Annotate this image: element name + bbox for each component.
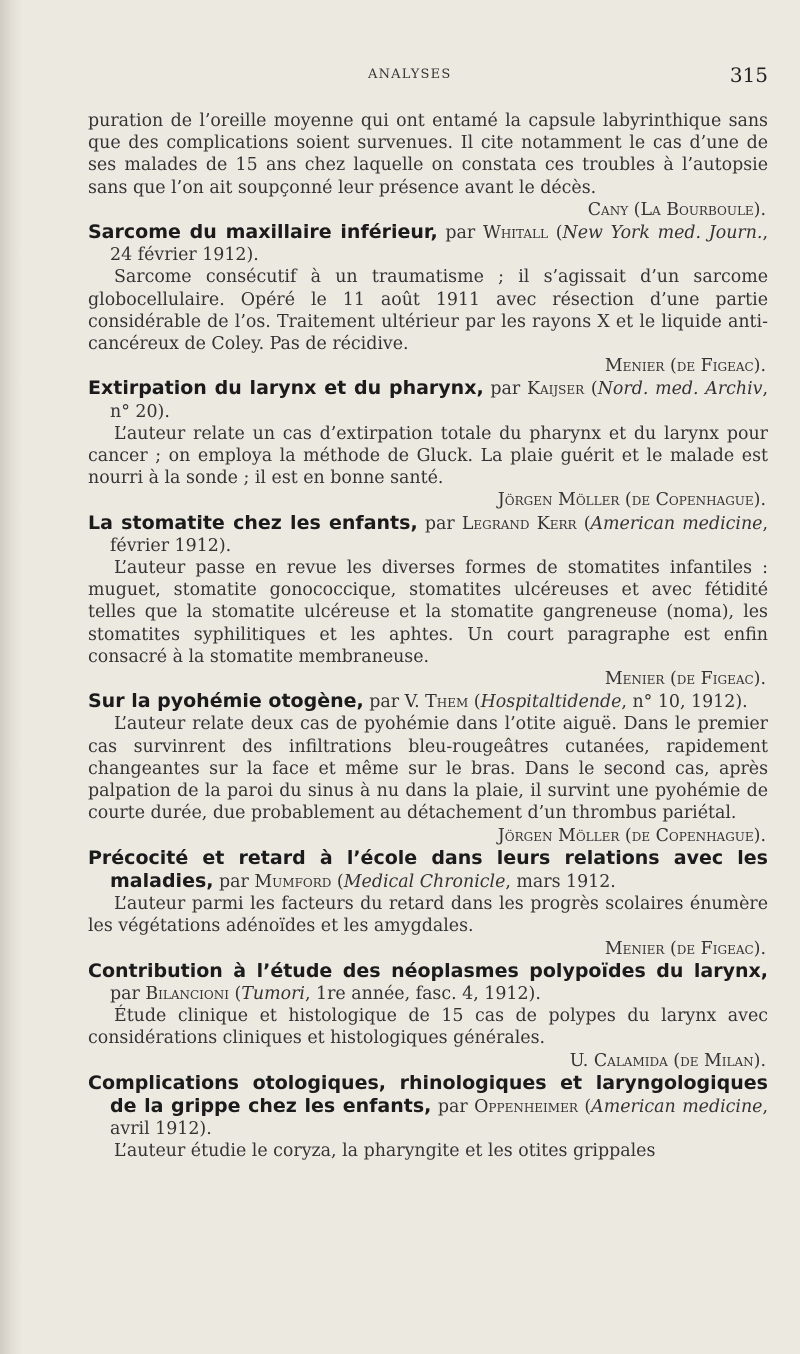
article-text: Étude clinique et histologique de 15 cas de polypes du larynx avec considérations cliniques et histologiques générales. xyxy=(88,1006,768,1049)
page-body xyxy=(88,110,768,1163)
article-journal: American medicine xyxy=(590,513,763,534)
article-text: L’auteur parmi les facteurs du retard dans les progrès scolaires énumère les végétations adénoïdes et les amygdales. xyxy=(88,894,768,937)
article-title: La stomatite chez les enfants, xyxy=(88,511,418,534)
article-journal: New York med. Journ. xyxy=(562,223,763,244)
signature: Jörgen Möller (de Copenhague). xyxy=(497,490,766,511)
signature: Cany (La Bourboule). xyxy=(587,199,766,220)
article-heading: Sur la pyohémie otogène, par V. Them (Hospitaltidende, n° 10, 1912). xyxy=(88,690,748,713)
article-author: Oppenheimer xyxy=(474,1096,578,1117)
continued-paragraph: puration de l’oreille moyenne qui ont entamé la capsule labyrinthique sans que des complications soient survenues. Il cite notamment le cas d’une de ses malades de 15 ans chez laquelle on constata ces troubles à l’autopsie sans que l’on ait soupçonné leur présence avant le décès. xyxy=(88,111,768,198)
article-heading: Précocité et retard à l’école dans leurs relations avec les maladies, par Mumford (Medical Chronicle, mars 1912. xyxy=(88,846,768,892)
article-author: Bilancioni xyxy=(145,983,229,1004)
article-author: Mumford xyxy=(254,871,332,892)
article-text: L’auteur passe en revue les diverses formes de stomatites infantiles : muguet, stomatite gonococcique, stomatites ulcéreuses et avec fétidité telles que la stomatite ulcéreuse et la stomatite gangreneuse (noma), les stomatites syphilitiques et les aphtes. Un court paragraphe est enfin consacré à la stomatite membraneuse. xyxy=(88,558,768,667)
article-title: Précocité et retard à l’école dans leurs relations avec les maladies, xyxy=(88,846,768,892)
signature: Menier (de Figeac). xyxy=(604,938,766,959)
signature: Menier (de Figeac). xyxy=(604,356,766,377)
article-text: L’auteur relate un cas d’extirpation totale du pharynx et du larynx pour cancer ; on employa la méthode de Gluck. La plaie guérit et le malade est nourri à la sonde ; il est en bonne santé. xyxy=(88,423,768,489)
article-title: Sur la pyohémie otogène, xyxy=(88,690,364,713)
article-journal: American medicine xyxy=(591,1096,763,1117)
article-heading: La stomatite chez les enfants, par Legrand Kerr (American medicine, février 1912). xyxy=(88,511,768,556)
page-header xyxy=(88,63,768,93)
article-title: Contribution à l’étude des néoplasmes polypoïdes du larynx, xyxy=(88,959,768,982)
signature: Menier (de Figeac). xyxy=(604,669,766,690)
article-text: L’auteur étudie le coryza, la pharyngite et les otites grippales xyxy=(114,1141,656,1162)
article-text: L’auteur relate deux cas de pyohémie dans l’otite aiguë. Dans le premier cas survinrent des infiltrations bleu-rougeâtres cutanées, rapidement changeantes sur la face et même sur le bras. Dans le second cas, après palpation de la paroi du sinus à nu dans la plaie, il survint une pyohémie de courte durée, due probablement au détachement d’un thrombus pariétal. xyxy=(88,714,768,824)
article-journal: Hospitaltidende xyxy=(480,692,622,713)
article-journal: Tumori xyxy=(241,983,305,1004)
article-title: Complications otologiques, rhinologiques et laryngologiques de la grippe chez les enfants, xyxy=(88,1071,768,1117)
article-title: Extirpation du larynx et du pharynx, xyxy=(88,377,484,400)
article-journal: Medical Chronicle xyxy=(343,871,506,892)
article-heading: Extirpation du larynx et du pharynx, par Kaijser (Nord. med. Archiv, n° 20). xyxy=(88,377,768,422)
article-heading: Sarcome du maxillaire inférieur, par Whitall (New York med. Journ., 24 février 1912). xyxy=(88,221,768,266)
article-author: Kaijser xyxy=(526,379,585,400)
article-author: V. Them xyxy=(404,692,469,713)
signature: U. Calamida (de Milan). xyxy=(569,1050,766,1071)
article-text: Sarcome consécutif à un traumatisme ; il s’agissait d’un sarcome globocellulaire. Opéré le 11 août 1911 avec résection d’une partie considérable de l’os. Traitement ultérieur par les rayons X et le liquide anti-cancéreux de Coley. Pas de récidive. xyxy=(88,267,768,355)
article-heading: Complications otologiques, rhinologiques et laryngologiques de la grippe chez les enfants, par Oppenheimer (American medicine, avril 1912). xyxy=(88,1071,768,1140)
running-title: ANALYSES xyxy=(368,67,452,82)
article-journal: Nord. med. Archiv xyxy=(597,379,763,400)
article-heading: Contribution à l’étude des néoplasmes polypoïdes du larynx, par Bilancioni (Tumori, 1re année, fasc. 4, 1912). xyxy=(88,959,768,1004)
page-number: 315 xyxy=(729,63,768,87)
signature: Jörgen Möller (de Copenhague). xyxy=(497,825,766,846)
article-author: Whitall xyxy=(482,223,548,244)
article-title: Sarcome du maxillaire inférieur, xyxy=(88,221,438,244)
article-author: Legrand Kerr xyxy=(461,513,577,534)
page-binding-shadow xyxy=(0,0,22,1354)
